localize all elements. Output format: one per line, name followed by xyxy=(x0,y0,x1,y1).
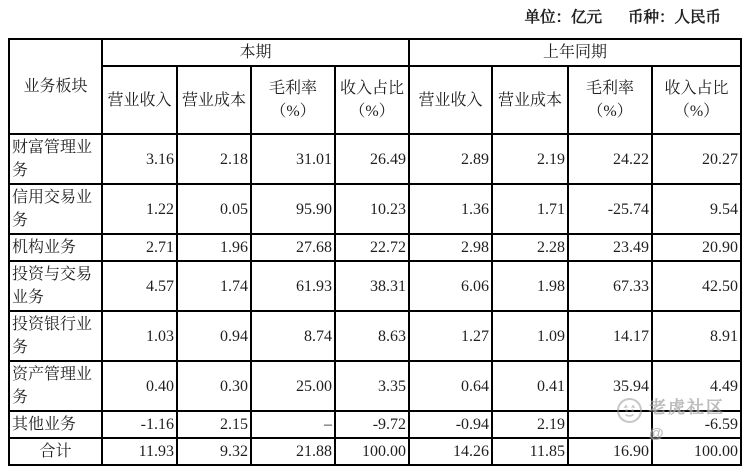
table-row-total xyxy=(9,438,741,465)
value-cell-current-0: 3.16 xyxy=(102,134,177,184)
value-cell-current-1: 1.96 xyxy=(177,234,251,261)
value-cell-prior-2: 67.33 xyxy=(568,261,652,311)
segment-results-table xyxy=(8,38,742,466)
value-cell-prior-3: 20.27 xyxy=(652,134,741,184)
watermark-handle: @ xyxy=(649,425,664,442)
value-cell-current-1: 0.05 xyxy=(177,184,251,234)
value-cell-current-2: 61.93 xyxy=(251,261,335,311)
row-label: 资产管理业务 xyxy=(9,361,102,411)
value-cell-current-1: 0.94 xyxy=(177,311,251,361)
value-cell-current-0: 4.57 xyxy=(102,261,177,311)
value-cell-current-0: 0.40 xyxy=(102,361,177,411)
value-cell-prior-3: 8.91 xyxy=(652,311,741,361)
value-cell-prior-1: 1.98 xyxy=(492,261,568,311)
value-cell-current-3: 10.23 xyxy=(335,184,409,234)
row-label: 合计 xyxy=(9,438,102,465)
value-cell-prior-2: 14.17 xyxy=(568,311,652,361)
column-header-prior-3: 收入占比（%） xyxy=(652,66,741,134)
group-header-prior-period: 上年同期 xyxy=(409,39,741,66)
value-cell-prior-1: 2.28 xyxy=(492,234,568,261)
value-cell-current-1: 9.32 xyxy=(177,438,251,465)
value-cell-current-1: 1.74 xyxy=(177,261,251,311)
value-cell-current-3: 26.49 xyxy=(335,134,409,184)
column-header-prior-1: 营业成本 xyxy=(492,66,568,134)
value-cell-prior-0: 1.27 xyxy=(409,311,492,361)
value-cell-prior-2: 16.90 xyxy=(568,438,652,465)
value-cell-current-1: 2.15 xyxy=(177,411,251,438)
value-cell-prior-2: 23.49 xyxy=(568,234,652,261)
value-cell-prior-0: 1.36 xyxy=(409,184,492,234)
value-cell-prior-1: 1.09 xyxy=(492,311,568,361)
value-cell-prior-3: 20.90 xyxy=(652,234,741,261)
unit-currency-line xyxy=(524,5,721,27)
value-cell-prior-0: 0.64 xyxy=(409,361,492,411)
value-cell-prior-3: 100.00 xyxy=(652,438,741,465)
value-cell-prior-1: 1.71 xyxy=(492,184,568,234)
value-cell-prior-1: 2.19 xyxy=(492,411,568,438)
currency-label: 币种：人民币 xyxy=(627,9,721,26)
value-cell-current-0: 1.03 xyxy=(102,311,177,361)
value-cell-prior-1: 0.41 xyxy=(492,361,568,411)
value-cell-prior-0: 14.26 xyxy=(409,438,492,465)
column-header-prior-0: 营业收入 xyxy=(409,66,492,134)
value-cell-current-2: – xyxy=(251,411,335,438)
table-row xyxy=(9,184,741,234)
column-header-current-0: 营业收入 xyxy=(102,66,177,134)
value-cell-prior-0: 2.98 xyxy=(409,234,492,261)
column-header-current-1: 营业成本 xyxy=(177,66,251,134)
value-cell-current-0: 2.71 xyxy=(102,234,177,261)
row-label: 其他业务 xyxy=(9,411,102,438)
value-cell-current-2: 8.74 xyxy=(251,311,335,361)
table-row xyxy=(9,261,741,311)
value-cell-prior-2: 24.22 xyxy=(568,134,652,184)
value-cell-current-0: 11.93 xyxy=(102,438,177,465)
value-cell-current-2: 25.00 xyxy=(251,361,335,411)
value-cell-prior-1: 11.85 xyxy=(492,438,568,465)
value-cell-prior-1: 2.19 xyxy=(492,134,568,184)
table-row xyxy=(9,134,741,184)
value-cell-current-3: 3.35 xyxy=(335,361,409,411)
value-cell-current-2: 21.88 xyxy=(251,438,335,465)
value-cell-prior-3: 42.50 xyxy=(652,261,741,311)
value-cell-prior-3: 9.54 xyxy=(652,184,741,234)
group-header-current-period: 本期 xyxy=(102,39,409,66)
value-cell-current-2: 27.68 xyxy=(251,234,335,261)
table-row xyxy=(9,361,741,411)
row-label: 投资与交易业务 xyxy=(9,261,102,311)
value-cell-current-3: 22.72 xyxy=(335,234,409,261)
value-cell-prior-0: -0.94 xyxy=(409,411,492,438)
value-cell-prior-2: 35.94 xyxy=(568,361,652,411)
value-cell-current-1: 2.18 xyxy=(177,134,251,184)
segment-results-table-wrap xyxy=(8,38,742,466)
table-row xyxy=(9,234,741,261)
table-row xyxy=(9,311,741,361)
watermark-brand: 老虎社区 xyxy=(649,398,725,417)
value-cell-current-3: 8.63 xyxy=(335,311,409,361)
table-row xyxy=(9,411,741,438)
value-cell-current-1: 0.30 xyxy=(177,361,251,411)
value-cell-prior-3: -6.59 xyxy=(652,411,741,438)
value-cell-current-3: 38.31 xyxy=(335,261,409,311)
row-label: 财富管理业务 xyxy=(9,134,102,184)
value-cell-current-2: 95.90 xyxy=(251,184,335,234)
unit-label: 单位：亿元 xyxy=(524,9,602,26)
row-label: 投资银行业务 xyxy=(9,311,102,361)
value-cell-current-3: 100.00 xyxy=(335,438,409,465)
column-header-current-3: 收入占比（%） xyxy=(335,66,409,134)
row-label: 机构业务 xyxy=(9,234,102,261)
value-cell-current-3: -9.72 xyxy=(335,411,409,438)
value-cell-current-0: 1.22 xyxy=(102,184,177,234)
corner-header-business-segment: 业务板块 xyxy=(9,39,102,134)
value-cell-prior-0: 2.89 xyxy=(409,134,492,184)
value-cell-current-0: -1.16 xyxy=(102,411,177,438)
value-cell-prior-2 xyxy=(568,411,652,438)
column-header-current-2: 毛利率（%） xyxy=(251,66,335,134)
column-header-prior-2: 毛利率（%） xyxy=(568,66,652,134)
value-cell-prior-0: 6.06 xyxy=(409,261,492,311)
value-cell-prior-3: 4.49 xyxy=(652,361,741,411)
row-label: 信用交易业务 xyxy=(9,184,102,234)
value-cell-current-2: 31.01 xyxy=(251,134,335,184)
value-cell-prior-2: -25.74 xyxy=(568,184,652,234)
